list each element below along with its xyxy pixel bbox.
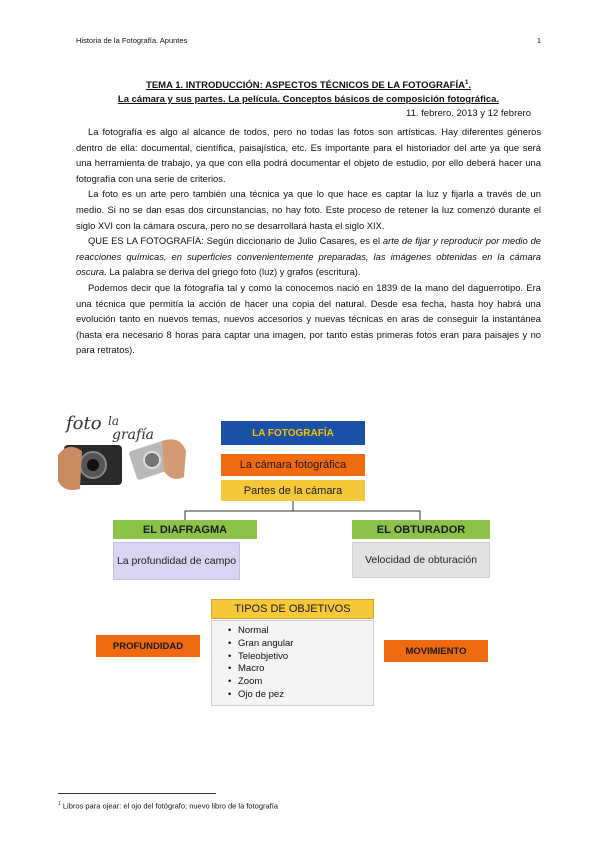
svg-text:foto: foto xyxy=(66,413,102,434)
header-title: Historia de la Fotografía. Apuntes xyxy=(76,36,188,45)
body-text xyxy=(76,124,541,358)
svg-text:la: la xyxy=(108,414,119,428)
list-item: • Teleobjetivo xyxy=(228,650,289,662)
box-camara-fotografica: La cámara fotográfica xyxy=(221,454,365,476)
running-header xyxy=(76,36,541,45)
list-item: • Gran angular xyxy=(228,637,294,649)
box-tipos-objetivos: TIPOS DE OBJETIVOS xyxy=(211,599,374,619)
document-subtitle: La cámara y sus partes. La película. Conceptos básicos de composición fotográfica. xyxy=(117,94,500,106)
camera-photo-illustration xyxy=(58,405,190,495)
list-item: • Ojo de pez xyxy=(228,688,284,700)
paragraph: La fotografía es algo al alcance de todos, pero no todas las fotos son artísticas. Hay diferentes géneros dentro de ella: documental, científica, paisajística, etc. Es importante para el historiador del arte ya que será una herramienta de trabajo, ya que con ella podrá documentar el objeto de estudio, por ello deberá hacer una fotografía con una serie de criterios. xyxy=(76,126,541,184)
page-number: 1 xyxy=(536,36,541,45)
concept-diagram xyxy=(58,405,528,715)
box-partes-camara: Partes de la cámara xyxy=(221,480,365,501)
box-diafragma: EL DIAFRAGMA xyxy=(113,520,257,539)
footnote: $^1$ Libros para ojear: el ojo del fotógrafo; nuevo libro de la fotografía xyxy=(58,801,279,811)
paragraph: La foto es un arte pero también una técnica ya que lo que hace es captar la luz y fijarla a través de un medio. Si no se dan esas dos circunstancias, no hay foto. Este proceso de retener la luz comenzó durante el siglo XVI con la cámara oscura, pero no se desarrollará hasta el siglo XIX. xyxy=(76,188,541,231)
title-block xyxy=(76,76,541,107)
box-profundidad: PROFUNDIDAD xyxy=(96,635,200,657)
svg-text:grafía: grafía xyxy=(112,427,155,443)
box-profundidad-campo: La profundidad de campo xyxy=(113,542,240,580)
list-item: • Macro xyxy=(228,663,265,675)
objetivos-list xyxy=(211,620,374,706)
box-movimiento: MOVIMIENTO xyxy=(384,640,488,662)
box-velocidad-obturacion: Velocidad de obturación xyxy=(352,542,490,578)
paragraph: Podemos decir que la fotografía tal y como la conocemos nació en 1839 de la mano del daguerrotipo. Era una técnica que permitía la acción de hacer una copia del natural. Desde esa fecha, hasta hoy habrá una evolución tanto en nuevos temas, nuevos accesorios y nuevas técnicas en aras de conseguir la instantánea (hasta era necesario 8 horas para captar una imagen, por tanto estas primeras fotos eran para paisajes y no para retratos). xyxy=(76,281,541,356)
date-line: 11. febrero. 2013 y 12 febrero xyxy=(406,108,531,119)
document-title: TEMA 1. INTRODUCCIÓN: ASPECTOS TÉCNICOS DE LA FOTOGRAFÍA$^1$. xyxy=(146,80,471,92)
footnote-divider xyxy=(58,793,216,794)
paragraph: QUE ES LA FOTOGRAFÍA: Según diccionario de Julio Casares, es el arte de fijar y reproducir por medio de reacciones químicas, en superficies convenientemente preparadas, las imágenes obtenidas en la cámara oscura. La palabra se deriva del griego foto (luz) y grafos (escritura). xyxy=(76,235,542,278)
list-item: • Normal xyxy=(228,625,269,636)
list-item: • Zoom xyxy=(228,676,263,688)
footnote-ref[interactable]: 1 xyxy=(464,80,469,86)
box-obturador: EL OBTURADOR xyxy=(352,520,490,539)
box-la-fotografia: LA FOTOGRAFÍA xyxy=(221,421,365,445)
